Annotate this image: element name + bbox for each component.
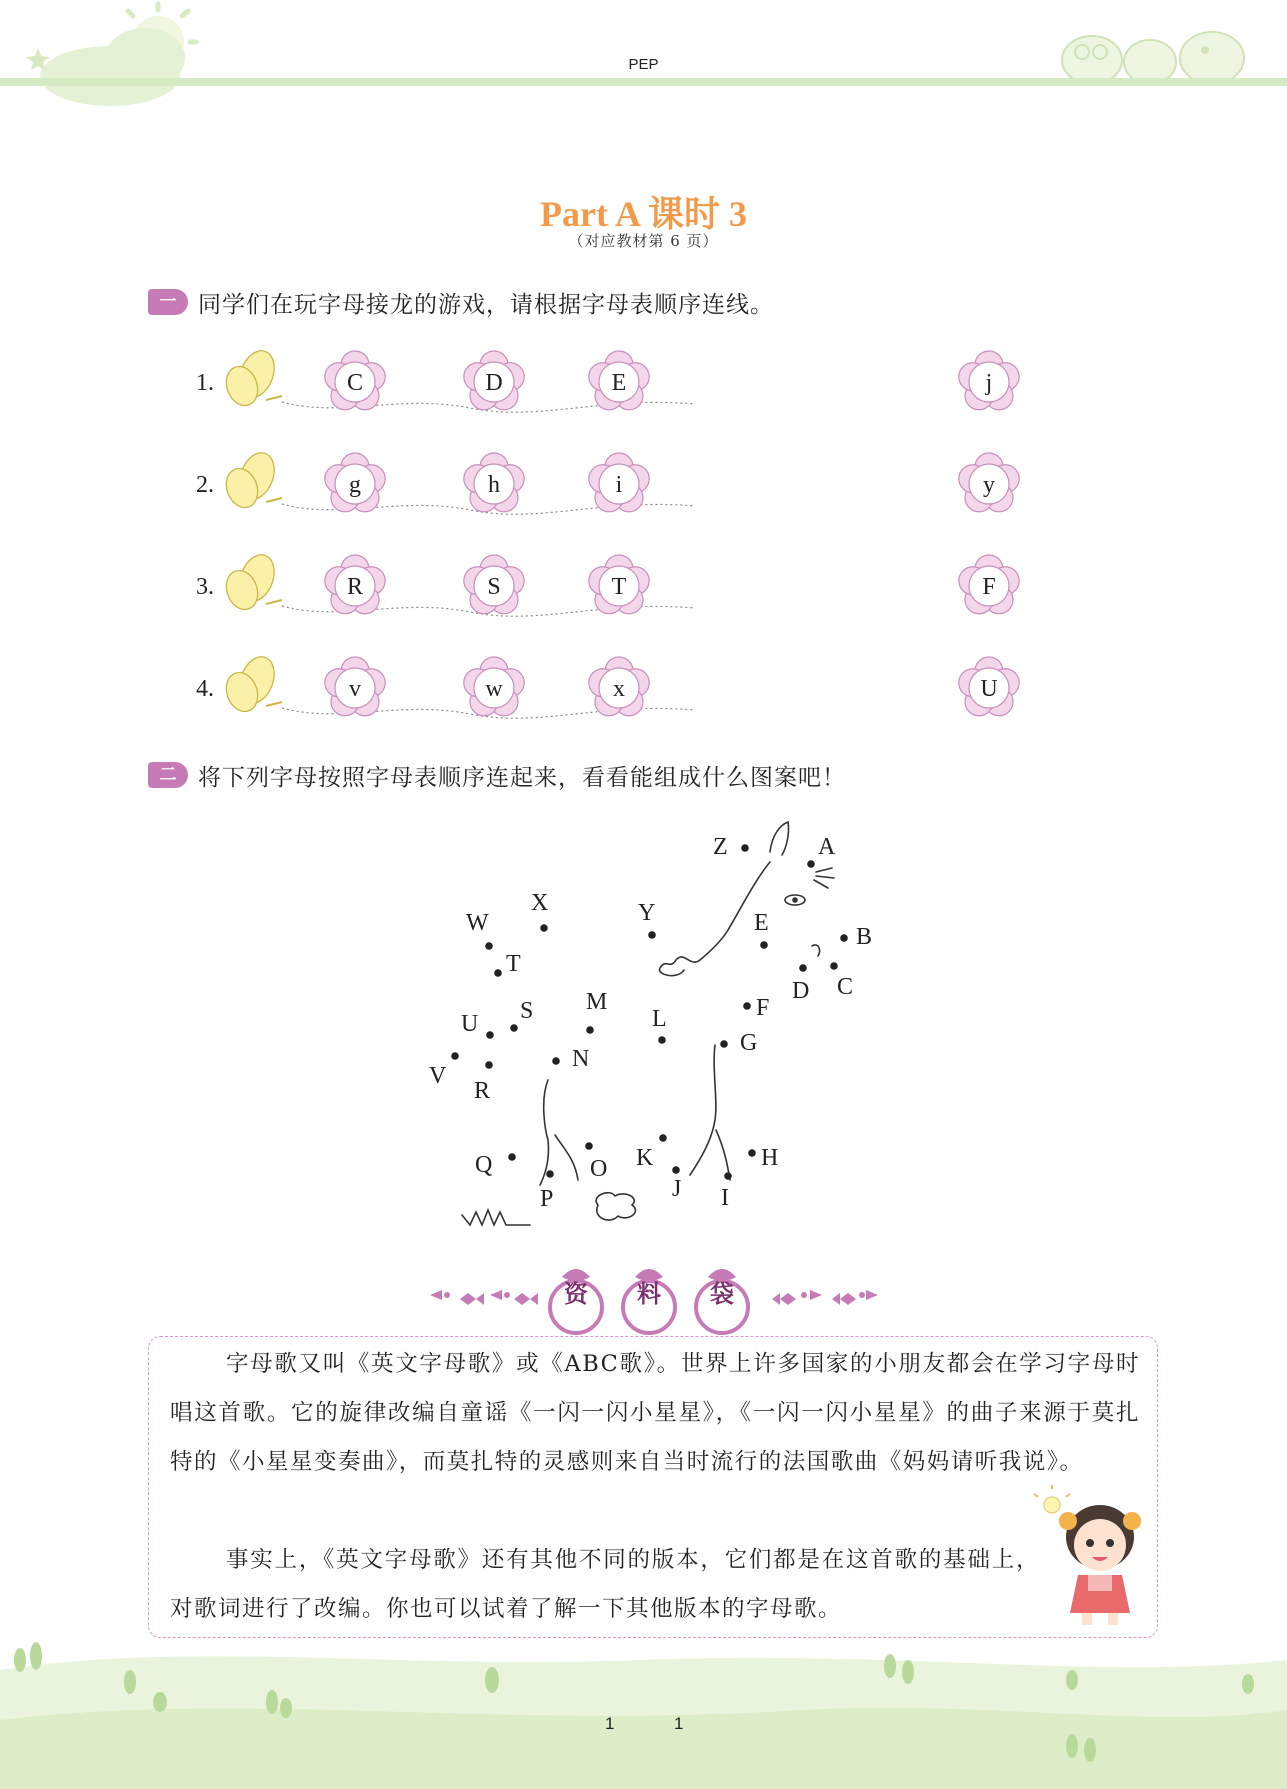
- target-flower-U[interactable]: [959, 657, 1019, 716]
- target-flower-F[interactable]: [959, 555, 1019, 614]
- puzzle-letter: W: [466, 910, 489, 936]
- info-tag-dai: 袋: [710, 1279, 734, 1308]
- butterfly-icon: [221, 346, 282, 410]
- section-1-badge: 一: [148, 289, 188, 315]
- info-paragraph: 字母歌又叫《英文字母歌》或《ABC歌》。世界上许多国家的小朋友都会在学习字母时唱这首歌。它的旋律改编自童谣《一闪一闪小星星》，《一闪一闪小星星》的曲子来源于莫扎特的《小星星变奏曲》，而莫扎特的灵感则来自当时流行的法国歌曲《妈妈请听我说》。: [170, 1351, 1140, 1475]
- puzzle-letter: B: [856, 924, 873, 950]
- row-number: 3.: [196, 574, 214, 600]
- page-subtitle: （对应教材第 6 页）: [568, 232, 719, 250]
- flower-letter: i: [615, 472, 623, 498]
- ground-scenery: [0, 1630, 1287, 1789]
- puzzle-letter: C: [837, 974, 854, 1000]
- flower-letter: y: [983, 472, 995, 498]
- flower-v[interactable]: [325, 657, 385, 716]
- flower-letter: U: [980, 676, 998, 702]
- puzzle-letter: T: [506, 951, 521, 977]
- info-tag-zi: 资: [564, 1279, 588, 1308]
- row-number: 4.: [196, 676, 214, 702]
- flower-E[interactable]: [589, 351, 649, 410]
- puzzle-letter: O: [590, 1156, 608, 1182]
- flower-letter: R: [346, 574, 364, 600]
- header-rule: [0, 78, 1287, 86]
- flower-h[interactable]: [464, 453, 524, 512]
- puzzle-letter: A: [818, 834, 836, 860]
- flower-w[interactable]: [464, 657, 524, 716]
- puzzle-letter: G: [740, 1030, 758, 1056]
- section-2-instruction: 将下列字母按照字母表顺序连起来，看看能组成什么图案吧！: [198, 765, 846, 791]
- flower-letter: x: [613, 676, 625, 702]
- header-decoration: [0, 0, 1287, 110]
- flower-letter: g: [349, 472, 361, 498]
- puzzle-letter: D: [792, 978, 810, 1004]
- flower-T[interactable]: [589, 555, 649, 614]
- page-title: Part A 课时 3: [540, 194, 747, 234]
- puzzle-letter: H: [761, 1145, 779, 1171]
- puzzle-letter: U: [461, 1011, 479, 1037]
- flower-D[interactable]: [464, 351, 524, 410]
- target-flower-j[interactable]: [959, 351, 1019, 410]
- puzzle-letter: P: [540, 1186, 554, 1212]
- flower-letter: w: [485, 676, 503, 702]
- flower-C[interactable]: [325, 351, 385, 410]
- butterfly-icon: [221, 448, 282, 512]
- flower-letter: T: [611, 574, 627, 600]
- puzzle-letter: Z: [713, 834, 728, 860]
- puzzle-letter: F: [756, 995, 770, 1021]
- flower-letter: C: [346, 370, 364, 396]
- puzzle-letter: R: [474, 1078, 491, 1104]
- puzzle-letter: V: [429, 1063, 447, 1089]
- header-label: PEP: [628, 56, 659, 73]
- row-number: 2.: [196, 472, 214, 498]
- flower-letter: j: [985, 370, 993, 396]
- flower-letter: E: [611, 370, 627, 396]
- horse-dot-puzzle: [0, 800, 1287, 1260]
- flower-i[interactable]: [589, 453, 649, 512]
- section-1-instruction: 同学们在玩字母接龙的游戏，请根据字母表顺序连线。: [198, 292, 774, 318]
- puzzle-letter: X: [531, 890, 549, 916]
- puzzle-letter: S: [520, 998, 534, 1024]
- puzzle-letter: M: [586, 989, 608, 1015]
- fish-icon: [772, 1290, 878, 1305]
- letter-chain-exercise: [0, 330, 1287, 750]
- section-2-badge: 二: [148, 762, 188, 788]
- flower-letter: h: [488, 472, 500, 498]
- info-paragraph: 事实上，《英文字母歌》还有其他不同的版本，它们都是在这首歌的基础上，对歌词进行了改编。你也可以试着了解一下其他版本的字母歌。: [170, 1547, 1040, 1622]
- butterfly-icon: [221, 652, 282, 716]
- target-flower-y[interactable]: [959, 453, 1019, 512]
- butterfly-icon: [221, 550, 282, 614]
- flower-R[interactable]: [325, 555, 385, 614]
- puzzle-letter: Q: [475, 1152, 493, 1178]
- puzzle-letter: I: [721, 1185, 729, 1211]
- flower-letter: v: [349, 676, 361, 702]
- page-number: 1: [605, 1714, 615, 1733]
- flower-letter: S: [487, 574, 501, 600]
- fish-icon: [430, 1290, 538, 1305]
- flower-letter: F: [982, 574, 996, 600]
- flower-S[interactable]: [464, 555, 524, 614]
- page-number: 1: [674, 1714, 684, 1733]
- flower-x[interactable]: [589, 657, 649, 716]
- puzzle-letter: L: [652, 1006, 667, 1032]
- puzzle-letter: J: [672, 1176, 682, 1202]
- puzzle-letter: Y: [638, 900, 656, 926]
- row-number: 1.: [196, 370, 214, 396]
- flower-letter: D: [485, 370, 503, 396]
- flower-g[interactable]: [325, 453, 385, 512]
- girl-illustration: [1030, 1485, 1150, 1630]
- puzzle-letter: E: [754, 910, 769, 936]
- info-tag-liao: 料: [637, 1279, 661, 1308]
- puzzle-letter: N: [572, 1046, 590, 1072]
- puzzle-letter: K: [636, 1145, 654, 1171]
